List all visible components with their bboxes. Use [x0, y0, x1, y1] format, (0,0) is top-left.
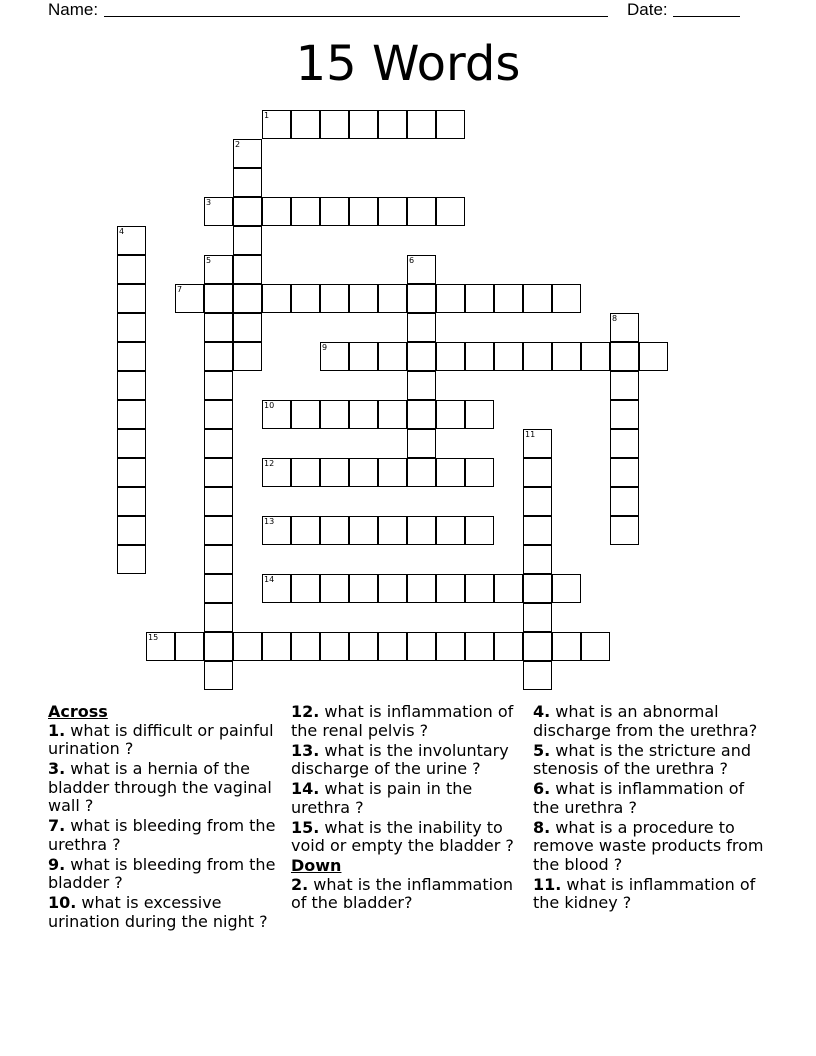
clue [48, 760, 288, 816]
grid-cell[interactable] [552, 574, 581, 603]
grid-cell[interactable] [349, 632, 378, 661]
cell-number: 9 [322, 343, 328, 352]
grid-cell[interactable] [494, 342, 523, 371]
clue-text: what is difficult or painful urination ? [48, 720, 274, 758]
grid-cell[interactable] [117, 545, 146, 574]
clue [533, 742, 773, 779]
page-title: 15 Words [295, 36, 521, 92]
grid-cell[interactable] [378, 284, 407, 313]
grid-cell[interactable] [349, 197, 378, 226]
grid-cell[interactable] [320, 284, 349, 313]
grid-cell[interactable] [349, 516, 378, 545]
grid-cell[interactable] [291, 197, 320, 226]
grid-cell[interactable] [581, 342, 610, 371]
grid-cell[interactable] [175, 284, 204, 313]
cell-number: 3 [206, 198, 212, 207]
clue [291, 819, 529, 856]
clue-text: what is an abnormal discharge from the urethra? [533, 702, 758, 740]
grid-cell[interactable] [291, 516, 320, 545]
grid-cell[interactable] [407, 197, 436, 226]
clue [533, 703, 773, 740]
grid-cell[interactable] [523, 516, 552, 545]
grid-cell[interactable] [407, 255, 436, 284]
grid-cell[interactable] [378, 197, 407, 226]
grid-cell[interactable] [407, 574, 436, 603]
grid-cell[interactable] [233, 226, 262, 255]
grid-cell[interactable] [320, 632, 349, 661]
grid-cell[interactable] [117, 284, 146, 313]
grid-cell[interactable] [436, 458, 465, 487]
clue [48, 894, 288, 931]
grid-cell[interactable] [291, 110, 320, 139]
clue-text: what is bleeding from the urethra ? [48, 816, 276, 854]
grid-cell[interactable] [204, 255, 233, 284]
clue-number: 15. [291, 817, 320, 837]
clue-text: what is the involuntary discharge of the urine ? [291, 740, 509, 778]
clue [48, 817, 288, 854]
grid-cell[interactable] [610, 516, 639, 545]
grid-cell[interactable] [407, 429, 436, 458]
cell-number: 10 [264, 401, 275, 410]
clues-column-2 [291, 703, 529, 914]
grid-cell[interactable] [117, 458, 146, 487]
grid-cell[interactable] [204, 487, 233, 516]
grid-cell[interactable] [117, 487, 146, 516]
cell-number: 13 [264, 517, 275, 526]
grid-cell[interactable] [407, 516, 436, 545]
grid-cell[interactable] [523, 458, 552, 487]
grid-cell[interactable] [291, 574, 320, 603]
clues-column-1 [48, 703, 288, 933]
section-heading: Down [291, 856, 342, 875]
clue-number: 8. [533, 817, 551, 837]
grid-cell[interactable] [291, 284, 320, 313]
date-label: Date: [627, 0, 668, 19]
cell-number: 6 [409, 256, 415, 265]
grid-cell[interactable] [465, 342, 494, 371]
grid-cell[interactable] [494, 574, 523, 603]
grid-cell[interactable] [407, 313, 436, 342]
clues-column-3 [533, 703, 773, 914]
grid-cell[interactable] [523, 284, 552, 313]
clue [291, 876, 529, 913]
clue-text: what is bleeding from the bladder ? [48, 854, 276, 892]
grid-cell[interactable] [465, 516, 494, 545]
grid-cell[interactable] [291, 458, 320, 487]
grid-cell[interactable] [204, 371, 233, 400]
grid-cell[interactable] [407, 400, 436, 429]
cell-number: 7 [177, 285, 183, 294]
grid-cell[interactable] [204, 574, 233, 603]
clue [533, 819, 773, 875]
grid-cell[interactable] [465, 400, 494, 429]
grid-cell[interactable] [349, 458, 378, 487]
grid-cell[interactable] [117, 342, 146, 371]
cell-number: 2 [235, 140, 241, 149]
grid-cell[interactable] [349, 284, 378, 313]
grid-cell[interactable] [175, 632, 204, 661]
clue [48, 722, 288, 759]
clue [48, 856, 288, 893]
grid-cell[interactable] [436, 284, 465, 313]
grid-cell[interactable] [523, 603, 552, 632]
clue-text: what is inflammation of the renal pelvis ? [291, 702, 514, 740]
grid-cell[interactable] [320, 574, 349, 603]
clue-number: 6. [533, 779, 551, 798]
grid-cell[interactable] [349, 110, 378, 139]
grid-cell[interactable] [465, 632, 494, 661]
clue-number: 10. [48, 893, 77, 912]
grid-cell[interactable] [320, 400, 349, 429]
grid-cell[interactable] [320, 110, 349, 139]
grid-cell[interactable] [204, 284, 233, 313]
grid-cell[interactable] [610, 429, 639, 458]
grid-cell[interactable] [581, 632, 610, 661]
grid-cell[interactable] [465, 574, 494, 603]
grid-cell[interactable] [204, 400, 233, 429]
grid-cell[interactable] [204, 458, 233, 487]
grid-cell[interactable] [610, 342, 639, 371]
grid-cell[interactable] [291, 400, 320, 429]
grid-cell[interactable] [204, 197, 233, 226]
clue-number: 5. [533, 740, 551, 760]
grid-cell[interactable] [262, 197, 291, 226]
grid-cell[interactable] [378, 458, 407, 487]
clue-number: 7. [48, 816, 66, 835]
grid-cell[interactable] [320, 197, 349, 226]
cell-number: 8 [612, 314, 618, 323]
grid-cell[interactable] [262, 516, 291, 545]
grid-cell[interactable] [610, 400, 639, 429]
section-heading: Across [48, 702, 108, 721]
clue-text: what is the inflammation of the bladder? [291, 874, 513, 912]
grid-cell[interactable] [494, 284, 523, 313]
grid-cell[interactable] [204, 603, 233, 632]
grid-cell[interactable] [436, 400, 465, 429]
grid-cell[interactable] [407, 371, 436, 400]
grid-cell[interactable] [552, 632, 581, 661]
grid-cell[interactable] [233, 139, 262, 168]
grid-cell[interactable] [233, 342, 262, 371]
grid-cell[interactable] [552, 342, 581, 371]
grid-cell[interactable] [407, 342, 436, 371]
grid-cell[interactable] [233, 197, 262, 226]
grid-cell[interactable] [349, 574, 378, 603]
clue-number: 12. [291, 702, 320, 721]
grid-cell[interactable] [262, 110, 291, 139]
clue-number: 9. [48, 854, 66, 874]
grid-cell[interactable] [523, 661, 552, 690]
clue [533, 876, 773, 913]
grid-cell[interactable] [494, 632, 523, 661]
grid-cell[interactable] [262, 400, 291, 429]
grid-cell[interactable] [378, 342, 407, 371]
cell-number: 5 [206, 256, 212, 265]
grid-cell[interactable] [320, 458, 349, 487]
clue [291, 780, 529, 817]
grid-cell[interactable] [610, 313, 639, 342]
grid-cell[interactable] [117, 313, 146, 342]
grid-cell[interactable] [523, 429, 552, 458]
clue-number: 3. [48, 759, 66, 778]
grid-cell[interactable] [117, 371, 146, 400]
cell-number: 11 [525, 430, 536, 439]
grid-cell[interactable] [117, 226, 146, 255]
grid-cell[interactable] [407, 284, 436, 313]
grid-cell[interactable] [610, 458, 639, 487]
clue-text: what is the stricture and stenosis of the urethra ? [533, 740, 752, 778]
cell-number: 15 [148, 633, 159, 642]
grid-cell[interactable] [639, 342, 668, 371]
clue-text: what is inflammation of the urethra ? [533, 779, 745, 817]
clue-number: 4. [533, 702, 551, 721]
grid-cell[interactable] [407, 458, 436, 487]
grid-cell[interactable] [436, 197, 465, 226]
grid-cell[interactable] [262, 574, 291, 603]
grid-cell[interactable] [378, 110, 407, 139]
grid-cell[interactable] [378, 574, 407, 603]
grid-cell[interactable] [320, 516, 349, 545]
grid-cell[interactable] [465, 284, 494, 313]
cell-number: 12 [264, 459, 275, 468]
cell-number: 4 [119, 227, 125, 236]
grid-cell[interactable] [146, 632, 175, 661]
cell-number: 1 [264, 111, 270, 120]
grid-cell[interactable] [523, 545, 552, 574]
grid-cell[interactable] [204, 516, 233, 545]
grid-cell[interactable] [117, 255, 146, 284]
grid-cell[interactable] [117, 429, 146, 458]
clue [291, 742, 529, 779]
grid-cell[interactable] [204, 342, 233, 371]
grid-cell[interactable] [378, 516, 407, 545]
grid-cell[interactable] [233, 313, 262, 342]
grid-cell[interactable] [233, 632, 262, 661]
clue-number: 1. [48, 720, 66, 740]
grid-cell[interactable] [552, 284, 581, 313]
grid-cell[interactable] [349, 400, 378, 429]
grid-cell[interactable] [436, 574, 465, 603]
cell-number: 14 [264, 575, 275, 584]
clue-text: what is a hernia of the bladder through the vaginal wall ? [48, 759, 272, 815]
grid-cell[interactable] [320, 342, 349, 371]
grid-cell[interactable] [465, 458, 494, 487]
grid-cell[interactable] [436, 110, 465, 139]
grid-cell[interactable] [436, 632, 465, 661]
clue-number: 2. [291, 874, 309, 894]
grid-cell[interactable] [117, 516, 146, 545]
clue-text: what is excessive urination during the night ? [48, 893, 268, 931]
grid-cell[interactable] [523, 632, 552, 661]
clue-text: what is the inability to void or empty the bladder ? [291, 817, 514, 855]
clue-number: 14. [291, 779, 320, 798]
clue [291, 703, 529, 740]
clue-text: what is a procedure to remove waste products from the blood ? [533, 817, 764, 874]
grid-cell[interactable] [262, 284, 291, 313]
grid-cell[interactable] [262, 458, 291, 487]
grid-cell[interactable] [610, 487, 639, 516]
grid-cell[interactable] [204, 313, 233, 342]
grid-cell[interactable] [233, 284, 262, 313]
clue-number: 13. [291, 740, 320, 760]
clue-text: what is inflammation of the kidney ? [533, 874, 756, 912]
grid-cell[interactable] [233, 168, 262, 197]
grid-cell[interactable] [233, 255, 262, 284]
grid-cell[interactable] [204, 429, 233, 458]
grid-cell[interactable] [291, 632, 320, 661]
grid-cell[interactable] [349, 342, 378, 371]
grid-cell[interactable] [262, 632, 291, 661]
grid-cell[interactable] [204, 661, 233, 690]
grid-cell[interactable] [407, 110, 436, 139]
grid-cell[interactable] [378, 632, 407, 661]
grid-cell[interactable] [204, 632, 233, 661]
clue-number: 11. [533, 874, 562, 894]
grid-cell[interactable] [523, 487, 552, 516]
grid-cell[interactable] [523, 342, 552, 371]
grid-cell[interactable] [436, 342, 465, 371]
grid-cell[interactable] [610, 371, 639, 400]
grid-cell[interactable] [436, 516, 465, 545]
name-label: Name: [48, 0, 99, 19]
grid-cell[interactable] [523, 574, 552, 603]
clue [533, 780, 773, 817]
grid-cell[interactable] [407, 632, 436, 661]
grid-cell[interactable] [117, 400, 146, 429]
grid-cell[interactable] [378, 400, 407, 429]
grid-cell[interactable] [204, 545, 233, 574]
clue-text: what is pain in the urethra ? [291, 779, 473, 817]
